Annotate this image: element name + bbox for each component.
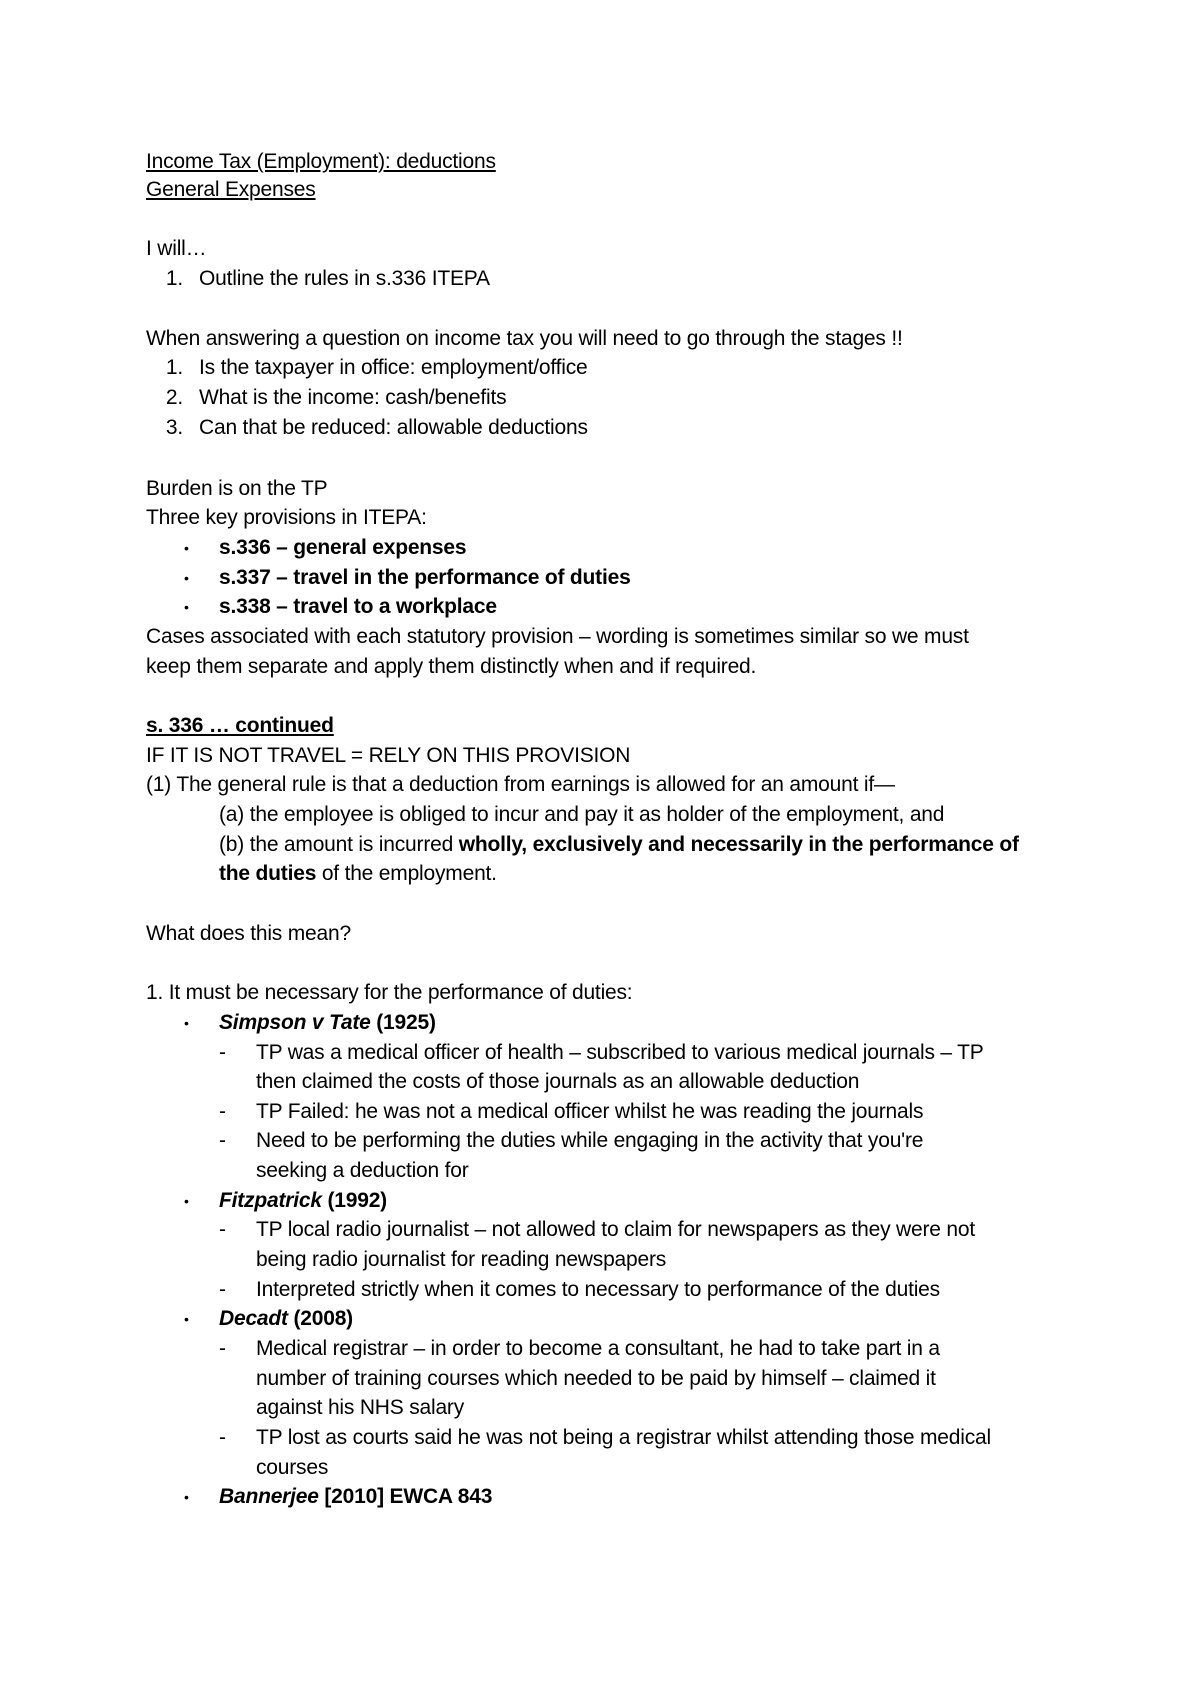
case-note: TP was a medical officer of health – subscribed to various medical journals – TP xyxy=(256,1041,984,1064)
case-note: against his NHS salary xyxy=(256,1396,465,1419)
stages-intro: When answering a question on income tax you will need to go through the stages !! xyxy=(146,327,903,350)
dash-icon: - xyxy=(219,1278,226,1301)
intro-text: I will… xyxy=(146,237,207,260)
case-note: TP Failed: he was not a medical officer whilst he was reading the journals xyxy=(256,1100,924,1123)
case-heading: Simpson v Tate (1925) xyxy=(219,1011,436,1034)
rule-text: (1) The general rule is that a deduction from earnings is allowed for an amount if— xyxy=(146,773,895,796)
bullet-icon: • xyxy=(184,570,189,586)
rule-text: the duties of the employment. xyxy=(219,862,497,885)
burden-text: Burden is on the TP xyxy=(146,477,328,500)
dash-icon: - xyxy=(219,1041,226,1064)
case-heading: Decadt (2008) xyxy=(219,1307,353,1330)
provisions-intro: Three key provisions in ITEPA: xyxy=(146,506,427,529)
stage-item: 3. Can that be reduced: allowable deductions xyxy=(146,415,588,441)
cases-note: keep them separate and apply them distinctly when and if required. xyxy=(146,655,757,678)
case-note: seeking a deduction for xyxy=(256,1159,469,1182)
list-number: 3. xyxy=(165,416,183,439)
bullet-icon: • xyxy=(184,599,189,615)
bullet-icon: • xyxy=(184,540,189,556)
case-note: TP local radio journalist – not allowed to claim for newspapers as they were not xyxy=(256,1218,975,1241)
aim-item: 1. Outline the rules in s.336 ITEPA xyxy=(146,266,490,292)
list-number: 1. xyxy=(165,356,183,379)
bullet-icon: • xyxy=(184,1193,189,1209)
case-note: being radio journalist for reading newspapers xyxy=(256,1248,667,1271)
list-number: 2. xyxy=(165,386,183,409)
stage-item: 2. What is the income: cash/benefits xyxy=(146,385,506,411)
dash-icon: - xyxy=(219,1100,226,1123)
bullet-icon: • xyxy=(184,1015,189,1031)
section-note: IF IT IS NOT TRAVEL = RELY ON THIS PROVISION xyxy=(146,744,631,767)
list-number: 1. xyxy=(165,267,183,290)
rule-text: (b) the amount is incurred wholly, exclusively and necessarily in the performance of xyxy=(219,833,1019,856)
provision-item: s.338 – travel to a workplace xyxy=(219,595,497,618)
question-text: What does this mean? xyxy=(146,922,351,945)
dash-icon: - xyxy=(219,1426,226,1449)
section-heading: s. 336 … continued xyxy=(146,714,334,737)
page-subtitle: General Expenses xyxy=(146,178,316,201)
page-title: Income Tax (Employment): deductions xyxy=(146,150,496,173)
case-note: courses xyxy=(256,1456,329,1479)
stage-item: 1. Is the taxpayer in office: employment/office xyxy=(146,355,587,381)
rule-text: (a) the employee is obliged to incur and pay it as holder of the employment, and xyxy=(219,803,945,826)
case-note: then claimed the costs of those journals as an allowable deduction xyxy=(256,1070,860,1093)
case-note: TP lost as courts said he was not being a registrar whilst attending those medical xyxy=(256,1426,991,1449)
bullet-icon: • xyxy=(184,1311,189,1327)
dash-icon: - xyxy=(219,1129,226,1152)
cases-note: Cases associated with each statutory provision – wording is sometimes similar so we must xyxy=(146,625,969,648)
case-heading: Bannerjee [2010] EWCA 843 xyxy=(219,1485,493,1508)
case-heading: Fitzpatrick (1992) xyxy=(219,1189,387,1212)
bullet-icon: • xyxy=(184,1489,189,1505)
case-note: number of training courses which needed to be paid by himself – claimed it xyxy=(256,1367,936,1390)
case-note: Interpreted strictly when it comes to necessary to performance of the duties xyxy=(256,1278,940,1301)
case-note: Need to be performing the duties while engaging in the activity that you're xyxy=(256,1129,924,1152)
dash-icon: - xyxy=(219,1337,226,1360)
dash-icon: - xyxy=(219,1218,226,1241)
point-heading: 1. It must be necessary for the performance of duties: xyxy=(146,981,633,1004)
case-note: Medical registrar – in order to become a consultant, he had to take part in a xyxy=(256,1337,940,1360)
provision-item: s.337 – travel in the performance of duties xyxy=(219,566,631,589)
provision-item: s.336 – general expenses xyxy=(219,536,467,559)
